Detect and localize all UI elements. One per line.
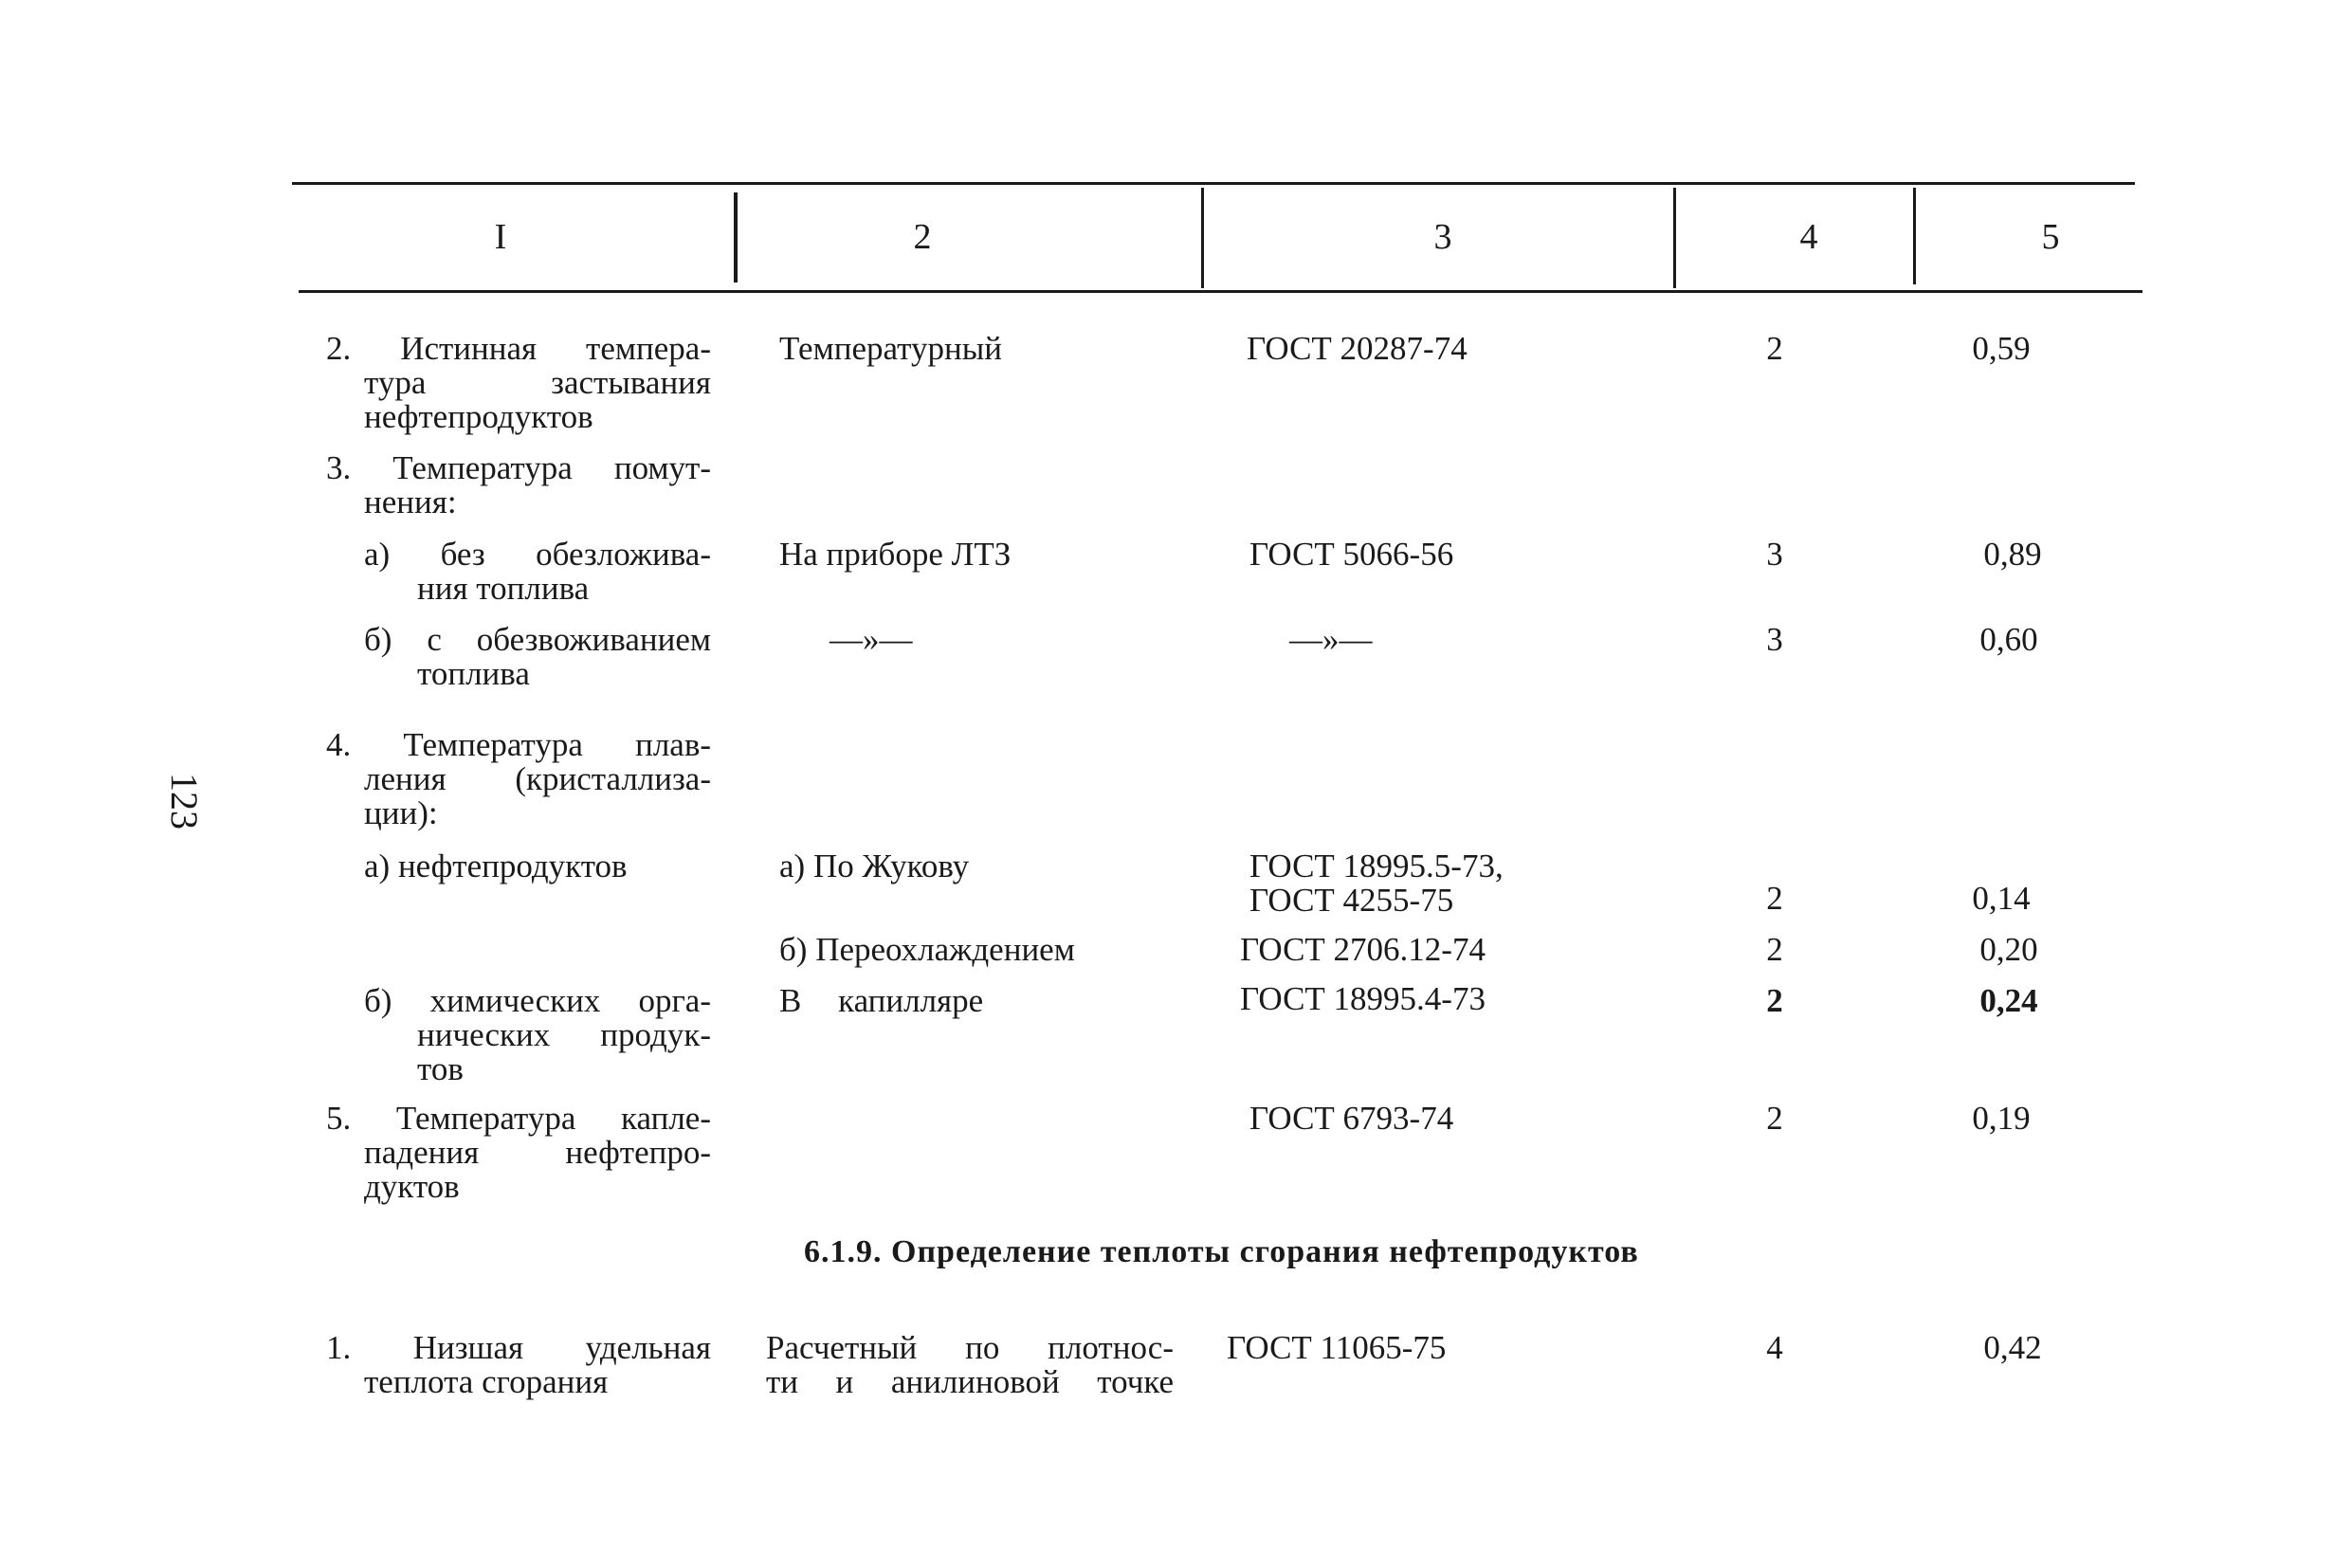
row-4b-name-line: нических продук- <box>417 1016 711 1053</box>
row-3-name <box>326 451 711 520</box>
table-header-bottom-rule <box>299 290 2142 293</box>
row-2-name-line: 2. Истинная темпера- <box>326 330 711 367</box>
row-2-name <box>326 332 711 434</box>
row-3a-method: На приборе ЛТЗ <box>779 536 1012 573</box>
row-5-standard: ГОСТ 6793-74 <box>1249 1100 1454 1137</box>
row-4-name-line: ции): <box>364 794 438 831</box>
row-4-name-line: 4. Температура плав- <box>326 726 711 763</box>
row-4b-col4: 2 <box>1766 982 1783 1019</box>
header-col-1: I <box>494 217 507 257</box>
row-2-method: Температурный <box>779 330 1002 367</box>
row-4b-name <box>326 984 711 1086</box>
header-col-4: 4 <box>1799 217 1818 257</box>
row-4a-name <box>326 849 711 884</box>
row-3b-name-line: б) с обезвоживанием <box>364 621 711 658</box>
row-4a2-col4: 2 <box>1766 931 1783 968</box>
header-col-2: 2 <box>913 217 932 257</box>
row-4a-col4: 2 <box>1766 880 1783 917</box>
row-4a-standard <box>1249 849 1504 918</box>
row-5-name <box>326 1102 711 1204</box>
row-3-name-line: нения: <box>364 483 457 520</box>
row-3a-name-line: а) без обезложива- <box>364 536 711 573</box>
row-3-name-line: 3. Температура помут- <box>326 449 711 486</box>
section-row-1-method <box>766 1331 1174 1399</box>
row-4a-name-line: а) нефтепродуктов <box>364 848 628 884</box>
row-2-standard: ГОСТ 20287-74 <box>1247 330 1468 367</box>
row-5-col4: 2 <box>1766 1100 1783 1137</box>
row-3b-standard: —»— <box>1289 621 1373 658</box>
row-4b-name-line: тов <box>417 1050 464 1087</box>
row-3b-col4: 3 <box>1766 621 1783 658</box>
row-2-name-line: тура застывания <box>364 364 711 401</box>
section-row-1-name-line: 1. Низшая удельная <box>326 1329 711 1366</box>
row-4b-method: В капилляре <box>779 982 984 1019</box>
row-4a2-col5: 0,20 <box>1979 931 2038 968</box>
page-number: 123 <box>163 773 206 830</box>
row-3a-col5: 0,89 <box>1983 536 2042 573</box>
row-5-name-line: дуктов <box>364 1168 460 1205</box>
table-top-rule <box>292 182 2135 185</box>
section-row-1-standard: ГОСТ 11065-75 <box>1227 1329 1447 1366</box>
row-5-col5: 0,19 <box>1972 1100 2031 1137</box>
header-col-3: 3 <box>1433 217 1452 257</box>
section-row-1-method-line: Расчетный по плотнос- <box>766 1329 1174 1366</box>
row-4-name-line: ления (кристаллиза- <box>364 760 711 797</box>
row-3a-col4: 3 <box>1766 536 1783 573</box>
section-row-1-method-line: ти и анилиновой точке <box>766 1363 1174 1400</box>
row-4-name <box>326 728 711 830</box>
row-2-name-line: нефтепродуктов <box>364 398 593 435</box>
row-4a2-standard: ГОСТ 2706.12-74 <box>1240 931 1486 968</box>
row-3a-standard: ГОСТ 5066-56 <box>1249 536 1454 573</box>
row-4a2-method: б) Переохлаждением <box>779 931 1075 968</box>
row-3b-name <box>326 623 711 691</box>
row-5-name-line: 5. Температура капле- <box>326 1100 711 1137</box>
row-3a-name <box>326 538 711 606</box>
section-row-1-name <box>326 1331 711 1399</box>
row-4b-col5: 0,24 <box>1979 982 2038 1019</box>
row-4a-method: а) По Жукову <box>779 848 970 884</box>
row-2-col4: 2 <box>1766 330 1783 367</box>
row-3b-name-line: топлива <box>417 655 530 692</box>
header-divider-1 <box>734 192 738 283</box>
row-3b-method: —»— <box>830 621 913 658</box>
row-4b-name-line: б) химических орга- <box>364 982 711 1019</box>
row-5-name-line: падения нефтепро- <box>364 1134 711 1171</box>
section-row-1-col5: 0,42 <box>1983 1329 2042 1366</box>
row-4a-standard-line: ГОСТ 4255-75 <box>1249 882 1454 919</box>
row-4a-col5: 0,14 <box>1972 880 2031 917</box>
row-3a-name-line: ния топлива <box>417 570 590 607</box>
header-col-5: 5 <box>2041 217 2060 257</box>
row-4b-standard: ГОСТ 18995.4-73 <box>1240 980 1486 1017</box>
section-row-1-name-line: теплота сгорания <box>364 1363 609 1400</box>
row-2-col5: 0,59 <box>1972 330 2031 367</box>
row-3b-col5: 0,60 <box>1979 621 2038 658</box>
header-divider-2 <box>1201 188 1204 288</box>
section-row-1-col4: 4 <box>1766 1329 1783 1366</box>
header-divider-4 <box>1913 188 1916 284</box>
section-title: 6.1.9. Определение теплоты сгорания нефтепродуктов <box>804 1234 1639 1269</box>
row-4a-standard-line: ГОСТ 18995.5-73, <box>1249 848 1504 884</box>
header-divider-3 <box>1673 188 1676 288</box>
